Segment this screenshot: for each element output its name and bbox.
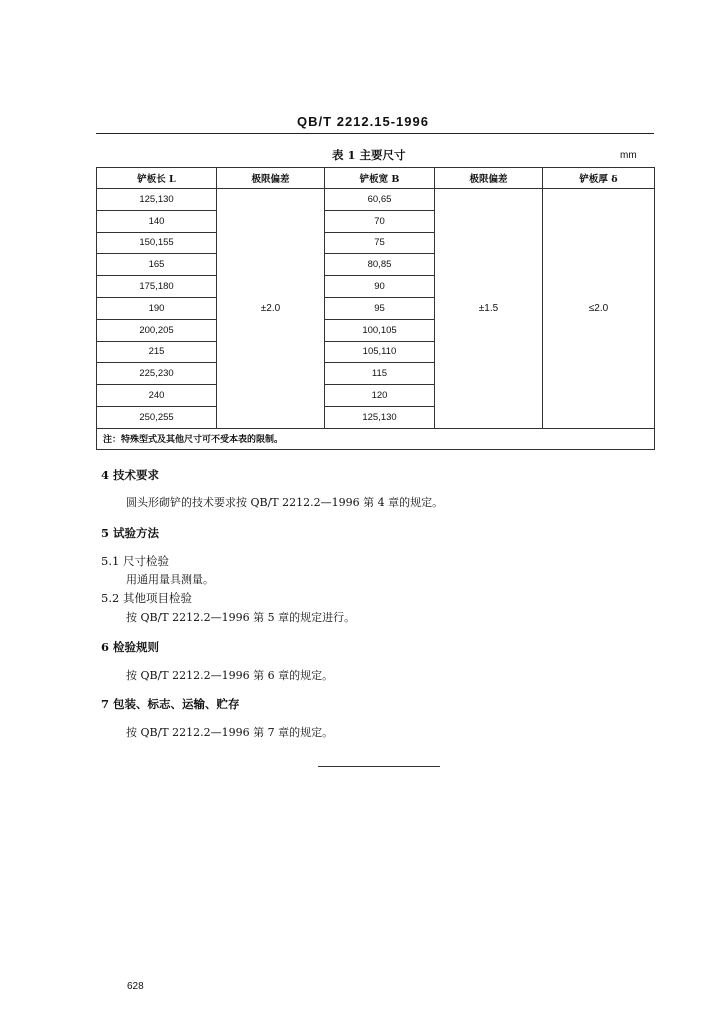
length-cell: 250,255 xyxy=(97,406,217,428)
section-5-2-text: 按 QB/T 2212.2—1996 第 5 章的规定进行。 xyxy=(126,611,356,624)
section-4-title: 4 技术要求 xyxy=(101,468,160,482)
table-caption: 表 1 主要尺寸 xyxy=(332,148,406,162)
width-cell: 125,130 xyxy=(325,406,435,428)
header-length-tolerance: 极限偏差 xyxy=(217,168,325,189)
header-width: 铲板宽 B xyxy=(325,168,435,189)
length-cell: 200,205 xyxy=(97,319,217,341)
section-5-1-text: 用通用量具测量。 xyxy=(126,573,214,586)
length-tolerance-cell: ±2.0 xyxy=(217,189,325,429)
width-cell: 75 xyxy=(325,232,435,254)
section-5-title: 5 试验方法 xyxy=(101,526,160,540)
header-width-tolerance: 极限偏差 xyxy=(435,168,543,189)
table-row xyxy=(97,189,655,211)
standard-header: QB/T 2212.15-1996 xyxy=(297,114,429,129)
header-length: 铲板长 L xyxy=(97,168,217,189)
length-cell: 150,155 xyxy=(97,232,217,254)
section-7-text: 按 QB/T 2212.2—1996 第 7 章的规定。 xyxy=(126,726,334,739)
table-note: 注：特殊型式及其他尺寸可不受本表的限制。 xyxy=(97,428,655,449)
width-cell: 115 xyxy=(325,363,435,385)
width-tolerance-cell: ±1.5 xyxy=(435,189,543,429)
width-cell: 95 xyxy=(325,297,435,319)
section-5-2-title: 5.2 其他项目检验 xyxy=(101,591,192,605)
width-cell: 120 xyxy=(325,385,435,407)
length-cell: 140 xyxy=(97,210,217,232)
width-cell: 90 xyxy=(325,276,435,298)
end-rule xyxy=(318,766,440,767)
section-6-text: 按 QB/T 2212.2—1996 第 6 章的规定。 xyxy=(126,669,334,682)
section-5-1-title: 5.1 尺寸检验 xyxy=(101,554,169,568)
width-cell: 70 xyxy=(325,210,435,232)
width-cell: 80,85 xyxy=(325,254,435,276)
table-note-row xyxy=(97,428,655,449)
thickness-cell: ≤2.0 xyxy=(543,189,655,429)
length-cell: 190 xyxy=(97,297,217,319)
width-cell: 60,65 xyxy=(325,189,435,211)
section-4-text: 圆头形砌铲的技术要求按 QB/T 2212.2—1996 第 4 章的规定。 xyxy=(126,496,444,509)
table-unit: mm xyxy=(620,150,637,161)
length-cell: 165 xyxy=(97,254,217,276)
header-thickness: 铲板厚 δ xyxy=(543,168,655,189)
table-header-row xyxy=(97,168,655,189)
width-cell: 105,110 xyxy=(325,341,435,363)
length-cell: 125,130 xyxy=(97,189,217,211)
page-number: 628 xyxy=(127,981,144,992)
length-cell: 225,230 xyxy=(97,363,217,385)
length-cell: 240 xyxy=(97,385,217,407)
section-7-title: 7 包装、标志、运输、贮存 xyxy=(101,697,240,711)
header-rule xyxy=(96,133,654,134)
width-cell: 100,105 xyxy=(325,319,435,341)
dimensions-table xyxy=(96,167,655,450)
section-6-title: 6 检验规则 xyxy=(101,640,160,654)
length-cell: 175,180 xyxy=(97,276,217,298)
length-cell: 215 xyxy=(97,341,217,363)
